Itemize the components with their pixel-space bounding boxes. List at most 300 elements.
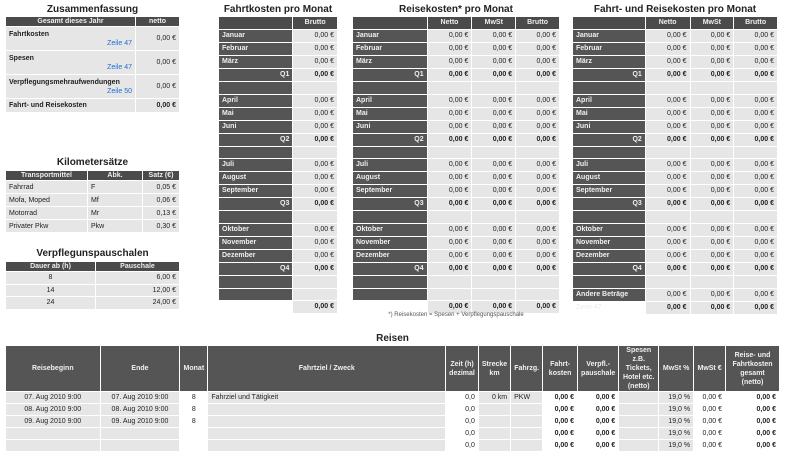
start-time[interactable]: 9:00 xyxy=(67,406,82,413)
empty-cell xyxy=(690,82,734,95)
spesen-cell[interactable] xyxy=(619,416,659,428)
end-date[interactable]: 07. Aug 2010 xyxy=(111,394,153,401)
empty-cell xyxy=(734,146,778,159)
month-label: Dezember xyxy=(219,249,293,262)
spesen-cell[interactable] xyxy=(619,392,659,404)
quarter-value: 0,00 € xyxy=(293,69,338,82)
month-value: 0,00 € xyxy=(293,249,338,262)
month-value: 0,00 € xyxy=(516,120,560,133)
quarter-value: 0,00 € xyxy=(516,69,560,82)
month-value: 0,00 € xyxy=(645,288,690,301)
fahrtkosten-cell[interactable]: 0,00 € xyxy=(543,428,578,440)
monat-cell[interactable]: 8 xyxy=(180,416,208,428)
month-label: Dezember xyxy=(573,249,646,262)
month-value: 0,00 € xyxy=(293,236,338,249)
strecke-cell[interactable] xyxy=(478,440,510,452)
reisen-header: Reise- und Fahrtkosten gesamt (netto) xyxy=(726,346,780,392)
month-label: Juni xyxy=(573,120,646,133)
month-label: Juli xyxy=(353,159,428,172)
month-label: August xyxy=(219,172,293,185)
zweck-cell[interactable] xyxy=(208,440,446,452)
verpfl-cell[interactable]: 0,00 € xyxy=(578,404,619,416)
empty-row-label xyxy=(219,146,293,159)
quarter-label: Q2 xyxy=(573,133,646,146)
verpfl-cell[interactable]: 0,00 € xyxy=(578,440,619,452)
month-value: 0,00 € xyxy=(645,94,690,107)
gesamt-cell[interactable]: 0,00 € xyxy=(726,428,780,440)
end-time[interactable]: 9:00 xyxy=(154,406,169,413)
quarter-value: 0,00 € xyxy=(690,262,734,275)
empty-cell xyxy=(472,146,516,159)
mwst-eur-cell[interactable]: 0,00 € xyxy=(694,392,726,404)
value-header: MwSt xyxy=(690,17,734,30)
quarter-value: 0,00 € xyxy=(472,133,516,146)
total-label[interactable]: Zeile 47 xyxy=(573,301,646,314)
quarter-label: Q4 xyxy=(353,262,428,275)
month-label: Februar xyxy=(573,43,646,56)
month-value: 0,00 € xyxy=(516,185,560,198)
month-value: 0,00 € xyxy=(645,30,690,43)
reisen-header: Fahrtziel / Zweck xyxy=(208,346,446,392)
month-value: 0,00 € xyxy=(734,288,778,301)
empty-cell xyxy=(293,82,338,95)
month-value: 0,00 € xyxy=(516,159,560,172)
strecke-cell[interactable] xyxy=(478,428,510,440)
ende-cell[interactable] xyxy=(100,440,180,452)
empty-row-label xyxy=(353,275,428,288)
monat-cell[interactable] xyxy=(180,428,208,440)
monat-cell[interactable] xyxy=(180,440,208,452)
month-label: Oktober xyxy=(353,223,428,236)
quarter-value: 0,00 € xyxy=(427,262,472,275)
month-value: 0,00 € xyxy=(734,56,778,69)
value-header: Netto xyxy=(645,17,690,30)
start-date[interactable]: 08. Aug 2010 xyxy=(24,406,66,413)
quarter-value: 0,00 € xyxy=(690,69,734,82)
empty-row-label xyxy=(573,146,646,159)
start-date[interactable]: 07. Aug 2010 xyxy=(24,394,66,401)
month-value: 0,00 € xyxy=(690,288,734,301)
end-date[interactable]: 09. Aug 2010 xyxy=(111,418,153,425)
month-value: 0,00 € xyxy=(293,185,338,198)
mwst-pct-cell[interactable]: 19,0 % xyxy=(659,404,694,416)
zweck-cell[interactable] xyxy=(208,416,446,428)
month-value: 0,00 € xyxy=(427,107,472,120)
gesamt-table xyxy=(572,16,778,315)
month-value: 0,00 € xyxy=(645,56,690,69)
fahrzeug-cell[interactable] xyxy=(511,404,543,416)
fahrt-table xyxy=(218,16,338,314)
empty-row-label xyxy=(573,275,646,288)
value-header: Brutto xyxy=(293,17,338,30)
reisebeginn-cell[interactable] xyxy=(6,392,101,404)
empty-cell xyxy=(293,146,338,159)
month-value: 0,00 € xyxy=(645,236,690,249)
gesamt-cell[interactable]: 0,00 € xyxy=(726,416,780,428)
month-value: 0,00 € xyxy=(690,94,734,107)
end-time[interactable]: 9:00 xyxy=(154,418,169,425)
gesamt-cell[interactable]: 0,00 € xyxy=(726,404,780,416)
reisen-table xyxy=(5,345,780,452)
empty-cell xyxy=(472,211,516,224)
zeit-cell[interactable]: 0,0 xyxy=(446,416,479,428)
reise-table xyxy=(352,16,560,314)
km-cell[interactable]: 0,30 € xyxy=(143,220,180,233)
summary-table xyxy=(5,16,180,113)
strecke-cell[interactable] xyxy=(478,404,510,416)
mwst-eur-cell[interactable]: 0,00 € xyxy=(694,416,726,428)
month-label: März xyxy=(353,56,428,69)
reisen-title: Reisen xyxy=(376,333,409,344)
month-label: März xyxy=(573,56,646,69)
reisebeginn-cell[interactable] xyxy=(6,428,101,440)
month-value: 0,00 € xyxy=(734,172,778,185)
month-value: 0,00 € xyxy=(734,107,778,120)
month-label: Juli xyxy=(573,159,646,172)
verpfl-cell[interactable]: 0,00 € xyxy=(578,392,619,404)
empty-cell xyxy=(427,275,472,288)
fahrzeug-cell[interactable]: PKW xyxy=(511,392,543,404)
verpf-header-pauschale: Pauschale xyxy=(96,262,180,272)
month-label: April xyxy=(353,94,428,107)
month-value: 0,00 € xyxy=(690,30,734,43)
month-value: 0,00 € xyxy=(427,94,472,107)
spesen-cell[interactable] xyxy=(619,404,659,416)
reise-title: Reisekosten* pro Monat xyxy=(399,4,513,15)
empty-row-label xyxy=(353,288,428,301)
empty-cell xyxy=(516,146,560,159)
quarter-value: 0,00 € xyxy=(427,133,472,146)
quarter-value: 0,00 € xyxy=(645,133,690,146)
month-value: 0,00 € xyxy=(734,159,778,172)
quarter-label: Q1 xyxy=(573,69,646,82)
total-value: 0,00 € xyxy=(690,301,734,314)
quarter-value: 0,00 € xyxy=(427,69,472,82)
month-label: Januar xyxy=(219,30,293,43)
quarter-label: Q4 xyxy=(219,262,293,275)
quarter-value: 0,00 € xyxy=(516,262,560,275)
km-title: Kilometersätze xyxy=(56,157,129,168)
empty-cell xyxy=(472,288,516,301)
reisen-header: Reisebeginn xyxy=(6,346,101,392)
month-value: 0,00 € xyxy=(645,249,690,262)
reisen-header: MwSt € xyxy=(694,346,726,392)
month-value: 0,00 € xyxy=(472,107,516,120)
month-value: 0,00 € xyxy=(427,56,472,69)
total-label xyxy=(219,301,293,314)
total-value: 0,00 € xyxy=(734,301,778,314)
month-label: April xyxy=(219,94,293,107)
summary-link[interactable]: Zeile 47 xyxy=(107,63,132,71)
mwst-pct-cell[interactable]: 19,0 % xyxy=(659,428,694,440)
strecke-cell[interactable] xyxy=(478,416,510,428)
reise-footnote: *) Reisekosten = Spesen + Verpflegungspauschale xyxy=(388,312,524,318)
month-value: 0,00 € xyxy=(734,249,778,262)
summary-label: Fahrtkosten xyxy=(9,30,50,38)
empty-cell xyxy=(645,211,690,224)
month-value: 0,00 € xyxy=(690,185,734,198)
quarter-label: Q2 xyxy=(219,133,293,146)
reisen-header: Verpfl.-pauschale xyxy=(578,346,619,392)
month-label: September xyxy=(573,185,646,198)
mwst-eur-cell[interactable]: 0,00 € xyxy=(694,440,726,452)
quarter-label: Q3 xyxy=(353,198,428,211)
empty-cell xyxy=(645,146,690,159)
month-value: 0,00 € xyxy=(472,94,516,107)
month-value: 0,00 € xyxy=(645,120,690,133)
summary-total-label: Fahrt- und Reisekosten xyxy=(6,99,136,113)
end-time[interactable]: 9:00 xyxy=(154,394,169,401)
month-value: 0,00 € xyxy=(472,159,516,172)
summary-label: Verpflegungsmehraufwendungen xyxy=(9,78,120,86)
ende-cell[interactable] xyxy=(100,428,180,440)
ende-cell[interactable] xyxy=(100,416,180,428)
month-value: 0,00 € xyxy=(427,185,472,198)
zeit-cell[interactable]: 0,0 xyxy=(446,440,479,452)
month-label: November xyxy=(353,236,428,249)
km-table xyxy=(5,170,180,233)
fahrzeug-cell[interactable] xyxy=(511,416,543,428)
month-value: 0,00 € xyxy=(734,120,778,133)
quarter-label: Q1 xyxy=(353,69,428,82)
empty-cell xyxy=(427,146,472,159)
quarter-value: 0,00 € xyxy=(293,198,338,211)
month-value: 0,00 € xyxy=(690,120,734,133)
ende-cell[interactable] xyxy=(100,392,180,404)
reisebeginn-cell[interactable] xyxy=(6,404,101,416)
verpf-cell[interactable]: 24 xyxy=(6,297,96,310)
gesamt-title: Fahrt- und Reisekosten pro Monat xyxy=(593,4,757,15)
month-value: 0,00 € xyxy=(516,236,560,249)
zweck-cell[interactable] xyxy=(208,428,446,440)
km-cell[interactable]: 0,13 € xyxy=(143,207,180,220)
month-value: 0,00 € xyxy=(690,172,734,185)
km-cell[interactable]: Fahrrad xyxy=(6,181,88,194)
reisen-header: MwSt % xyxy=(659,346,694,392)
month-value: 0,00 € xyxy=(645,43,690,56)
km-cell[interactable]: 0,06 € xyxy=(143,194,180,207)
verpfl-cell[interactable]: 0,00 € xyxy=(578,416,619,428)
km-cell[interactable]: Privater Pkw xyxy=(6,220,88,233)
quarter-label: Q1 xyxy=(219,69,293,82)
km-cell[interactable]: Motorrad xyxy=(6,207,88,220)
monat-cell[interactable]: 8 xyxy=(180,392,208,404)
quarter-label: Q4 xyxy=(573,262,646,275)
month-value: 0,00 € xyxy=(734,43,778,56)
zweck-cell[interactable]: Fahrziel und Tätigkeit xyxy=(208,392,446,404)
month-value: 0,00 € xyxy=(293,159,338,172)
month-value: 0,00 € xyxy=(472,249,516,262)
month-value: 0,00 € xyxy=(645,185,690,198)
value-header: MwSt xyxy=(472,17,516,30)
mwst-pct-cell[interactable]: 19,0 % xyxy=(659,440,694,452)
month-value: 0,00 € xyxy=(690,159,734,172)
mwst-pct-cell[interactable]: 19,0 % xyxy=(659,416,694,428)
quarter-value: 0,00 € xyxy=(734,69,778,82)
quarter-value: 0,00 € xyxy=(516,133,560,146)
summary-title: Zusammenfassung xyxy=(46,4,139,15)
month-value: 0,00 € xyxy=(427,172,472,185)
fahrzeug-cell[interactable] xyxy=(511,428,543,440)
reisen-header: Monat xyxy=(180,346,208,392)
month-header xyxy=(573,17,646,30)
month-value: 0,00 € xyxy=(427,120,472,133)
quarter-value: 0,00 € xyxy=(645,69,690,82)
mwst-pct-cell[interactable]: 19,0 % xyxy=(659,392,694,404)
verpf-cell[interactable]: 6,00 € xyxy=(96,272,180,285)
zeit-cell[interactable]: 0,0 xyxy=(446,392,479,404)
month-value: 0,00 € xyxy=(516,94,560,107)
empty-cell xyxy=(293,288,338,301)
month-value: 0,00 € xyxy=(734,223,778,236)
month-value: 0,00 € xyxy=(427,30,472,43)
month-value: 0,00 € xyxy=(293,43,338,56)
start-date[interactable]: 09. Aug 2010 xyxy=(24,418,66,425)
quarter-value: 0,00 € xyxy=(293,262,338,275)
reisebeginn-cell[interactable] xyxy=(6,416,101,428)
verpfl-cell[interactable]: 0,00 € xyxy=(578,428,619,440)
mwst-eur-cell[interactable]: 0,00 € xyxy=(694,428,726,440)
month-value: 0,00 € xyxy=(645,172,690,185)
empty-cell xyxy=(516,211,560,224)
summary-value: 0,00 € xyxy=(136,27,180,51)
zweck-cell[interactable] xyxy=(208,404,446,416)
month-value: 0,00 € xyxy=(427,43,472,56)
start-time[interactable]: 9:00 xyxy=(67,394,82,401)
reisen-header: Fahrzg. xyxy=(511,346,543,392)
month-label: Februar xyxy=(353,43,428,56)
empty-row-label xyxy=(219,288,293,301)
month-value: 0,00 € xyxy=(516,107,560,120)
empty-cell xyxy=(516,288,560,301)
month-value: 0,00 € xyxy=(516,56,560,69)
empty-row-label xyxy=(573,82,646,95)
km-cell[interactable]: F xyxy=(88,181,143,194)
ende-cell[interactable] xyxy=(100,404,180,416)
month-value: 0,00 € xyxy=(472,120,516,133)
month-label: Mai xyxy=(353,107,428,120)
monat-cell[interactable]: 8 xyxy=(180,404,208,416)
reisen-header: Strecke km xyxy=(478,346,510,392)
empty-cell xyxy=(516,275,560,288)
km-cell[interactable]: Mr xyxy=(88,207,143,220)
fahrt-title: Fahrtkosten pro Monat xyxy=(223,4,333,15)
summary-row-spesen xyxy=(6,51,136,75)
empty-cell xyxy=(472,82,516,95)
month-value: 0,00 € xyxy=(690,107,734,120)
empty-cell xyxy=(734,211,778,224)
empty-cell xyxy=(516,82,560,95)
month-label: Andere Beträge xyxy=(573,288,646,301)
quarter-value: 0,00 € xyxy=(516,198,560,211)
summary-row-verpflegung xyxy=(6,75,136,99)
fahrtkosten-cell[interactable]: 0,00 € xyxy=(543,440,578,452)
summary-link[interactable]: Zeile 47 xyxy=(107,39,132,47)
mwst-eur-cell[interactable]: 0,00 € xyxy=(694,404,726,416)
month-value: 0,00 € xyxy=(427,159,472,172)
quarter-value: 0,00 € xyxy=(427,198,472,211)
fahrtkosten-cell[interactable]: 0,00 € xyxy=(543,404,578,416)
empty-cell xyxy=(427,211,472,224)
total-value: 0,00 € xyxy=(516,301,560,314)
month-value: 0,00 € xyxy=(427,249,472,262)
month-value: 0,00 € xyxy=(516,30,560,43)
empty-cell xyxy=(293,275,338,288)
spesen-cell[interactable] xyxy=(619,428,659,440)
reisebeginn-cell[interactable] xyxy=(6,440,101,452)
total-value: 0,00 € xyxy=(645,301,690,314)
month-label: Mai xyxy=(219,107,293,120)
month-value: 0,00 € xyxy=(472,223,516,236)
month-value: 0,00 € xyxy=(427,223,472,236)
summary-header-netto: netto xyxy=(136,17,180,27)
empty-row-label xyxy=(353,82,428,95)
empty-cell xyxy=(645,82,690,95)
start-time[interactable]: 9:00 xyxy=(67,418,82,425)
quarter-value: 0,00 € xyxy=(645,198,690,211)
month-value: 0,00 € xyxy=(645,159,690,172)
empty-row-label xyxy=(353,211,428,224)
quarter-value: 0,00 € xyxy=(734,133,778,146)
fahrzeug-cell[interactable] xyxy=(511,440,543,452)
km-cell[interactable]: Mofa, Moped xyxy=(6,194,88,207)
month-label: November xyxy=(219,236,293,249)
fahrtkosten-cell[interactable]: 0,00 € xyxy=(543,392,578,404)
end-date[interactable]: 08. Aug 2010 xyxy=(111,406,153,413)
empty-row-label xyxy=(219,275,293,288)
fahrtkosten-cell[interactable]: 0,00 € xyxy=(543,416,578,428)
empty-cell xyxy=(645,275,690,288)
zeit-cell[interactable]: 0,0 xyxy=(446,404,479,416)
month-label: Juni xyxy=(219,120,293,133)
verpf-cell[interactable]: 24,00 € xyxy=(96,297,180,310)
month-label: Juni xyxy=(353,120,428,133)
summary-row-fahrtkosten xyxy=(6,27,136,51)
month-header xyxy=(353,17,428,30)
month-header xyxy=(219,17,293,30)
month-label: März xyxy=(219,56,293,69)
month-value: 0,00 € xyxy=(690,223,734,236)
summary-link[interactable]: Zeile 50 xyxy=(107,87,132,95)
quarter-label: Q3 xyxy=(219,198,293,211)
verpf-cell[interactable]: 12,00 € xyxy=(96,284,180,297)
quarter-value: 0,00 € xyxy=(472,198,516,211)
month-value: 0,00 € xyxy=(645,223,690,236)
km-cell[interactable]: Mf xyxy=(88,194,143,207)
summary-total-value: 0,00 € xyxy=(136,99,180,113)
month-value: 0,00 € xyxy=(734,30,778,43)
quarter-value: 0,00 € xyxy=(293,133,338,146)
spesen-cell[interactable] xyxy=(619,440,659,452)
month-value: 0,00 € xyxy=(690,236,734,249)
gesamt-cell[interactable]: 0,00 € xyxy=(726,392,780,404)
km-cell[interactable]: 0,05 € xyxy=(143,181,180,194)
verpf-cell[interactable]: 14 xyxy=(6,284,96,297)
month-value: 0,00 € xyxy=(690,249,734,262)
gesamt-cell[interactable]: 0,00 € xyxy=(726,440,780,452)
strecke-cell[interactable]: 0 km xyxy=(478,392,510,404)
reisen-header: Spesen z.B. Tickets, Hotel etc. (netto) xyxy=(619,346,659,392)
month-label: November xyxy=(573,236,646,249)
month-value: 0,00 € xyxy=(690,56,734,69)
month-value: 0,00 € xyxy=(690,43,734,56)
zeit-cell[interactable]: 0,0 xyxy=(446,428,479,440)
verpf-title: Verpflegunspauschalen xyxy=(36,248,149,259)
verpf-cell[interactable]: 8 xyxy=(6,272,96,285)
summary-header-label: Gesamt dieses Jahr xyxy=(6,17,136,27)
month-label: Juli xyxy=(219,159,293,172)
km-cell[interactable]: Pkw xyxy=(88,220,143,233)
